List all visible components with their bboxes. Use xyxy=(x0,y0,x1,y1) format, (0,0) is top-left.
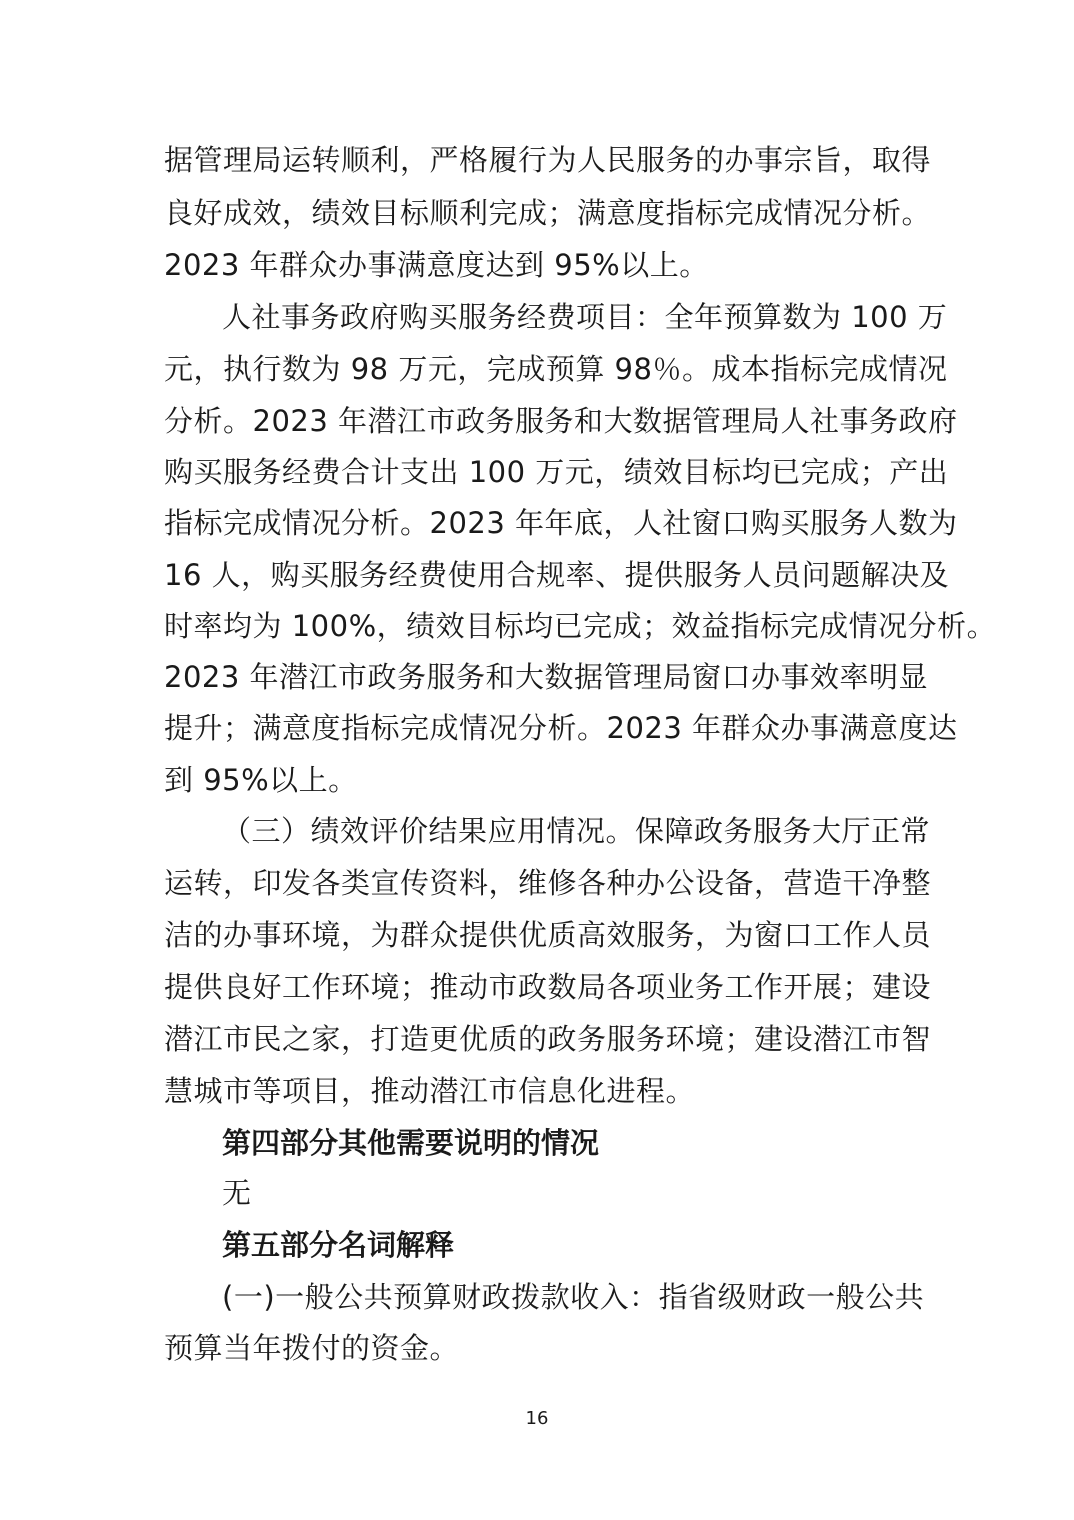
section-4-body: 无 xyxy=(222,1176,252,1210)
section-5-line-2: 预算当年拨付的资金。 xyxy=(164,1331,460,1365)
page-number: 16 xyxy=(525,1408,549,1429)
paragraph-2-line-6: 16 人，购买服务经费使用合规率、提供服务人员问题解决及 xyxy=(164,558,950,592)
paragraph-1-line-2: 良好成效，绩效目标顺利完成；满意度指标完成情况分析。 xyxy=(164,196,932,230)
paragraph-2-line-5: 指标完成情况分析。2023 年年底，人社窗口购买服务人数为 xyxy=(164,506,958,540)
paragraph-2-line-9: 提升；满意度指标完成情况分析。2023 年群众办事满意度达 xyxy=(164,711,958,745)
paragraph-1-line-3: 2023 年群众办事满意度达到 95%以上。 xyxy=(164,248,709,282)
paragraph-3-line-5: 潜江市民之家，打造更优质的政务服务环境；建设潜江市智 xyxy=(164,1022,932,1056)
paragraph-3-line-3: 洁的办事环境，为群众提供优质高效服务，为窗口工作人员 xyxy=(164,918,932,952)
paragraph-1-line-1: 据管理局运转顺利，严格履行为人民服务的办事宗旨，取得 xyxy=(164,143,932,177)
paragraph-2-line-1: 人社事务政府购买服务经费项目：全年预算数为 100 万 xyxy=(222,300,948,334)
paragraph-2-line-4: 购买服务经费合计支出 100 万元，绩效目标均已完成；产出 xyxy=(164,455,949,489)
paragraph-3-line-4: 提供良好工作环境；推动市政数局各项业务工作开展；建设 xyxy=(164,970,932,1004)
paragraph-2-line-2: 元，执行数为 98 万元，完成预算 98％。成本指标完成情况 xyxy=(164,352,948,386)
paragraph-2-line-3: 分析。2023 年潜江市政务服务和大数据管理局人社事务政府 xyxy=(164,404,958,438)
section-5-heading: 第五部分名词解释 xyxy=(222,1228,455,1262)
section-5-line-1: (一)一般公共预算财政拨款收入：指省级财政一般公共 xyxy=(222,1280,925,1314)
paragraph-3-line-2: 运转，印发各类宣传资料，维修各种办公设备，营造干净整 xyxy=(164,866,932,900)
paragraph-3-line-1: （三）绩效评价结果应用情况。保障政务服务大厅正常 xyxy=(222,814,931,848)
paragraph-3-line-6: 慧城市等项目，推动潜江市信息化进程。 xyxy=(164,1074,696,1108)
section-4-heading: 第四部分其他需要说明的情况 xyxy=(222,1126,600,1160)
paragraph-2-line-7: 时率均为 100%，绩效目标均已完成；效益指标完成情况分析。 xyxy=(164,609,997,643)
paragraph-2-line-10: 到 95%以上。 xyxy=(164,763,358,797)
paragraph-2-line-8: 2023 年潜江市政务服务和大数据管理局窗口办事效率明显 xyxy=(164,660,929,694)
